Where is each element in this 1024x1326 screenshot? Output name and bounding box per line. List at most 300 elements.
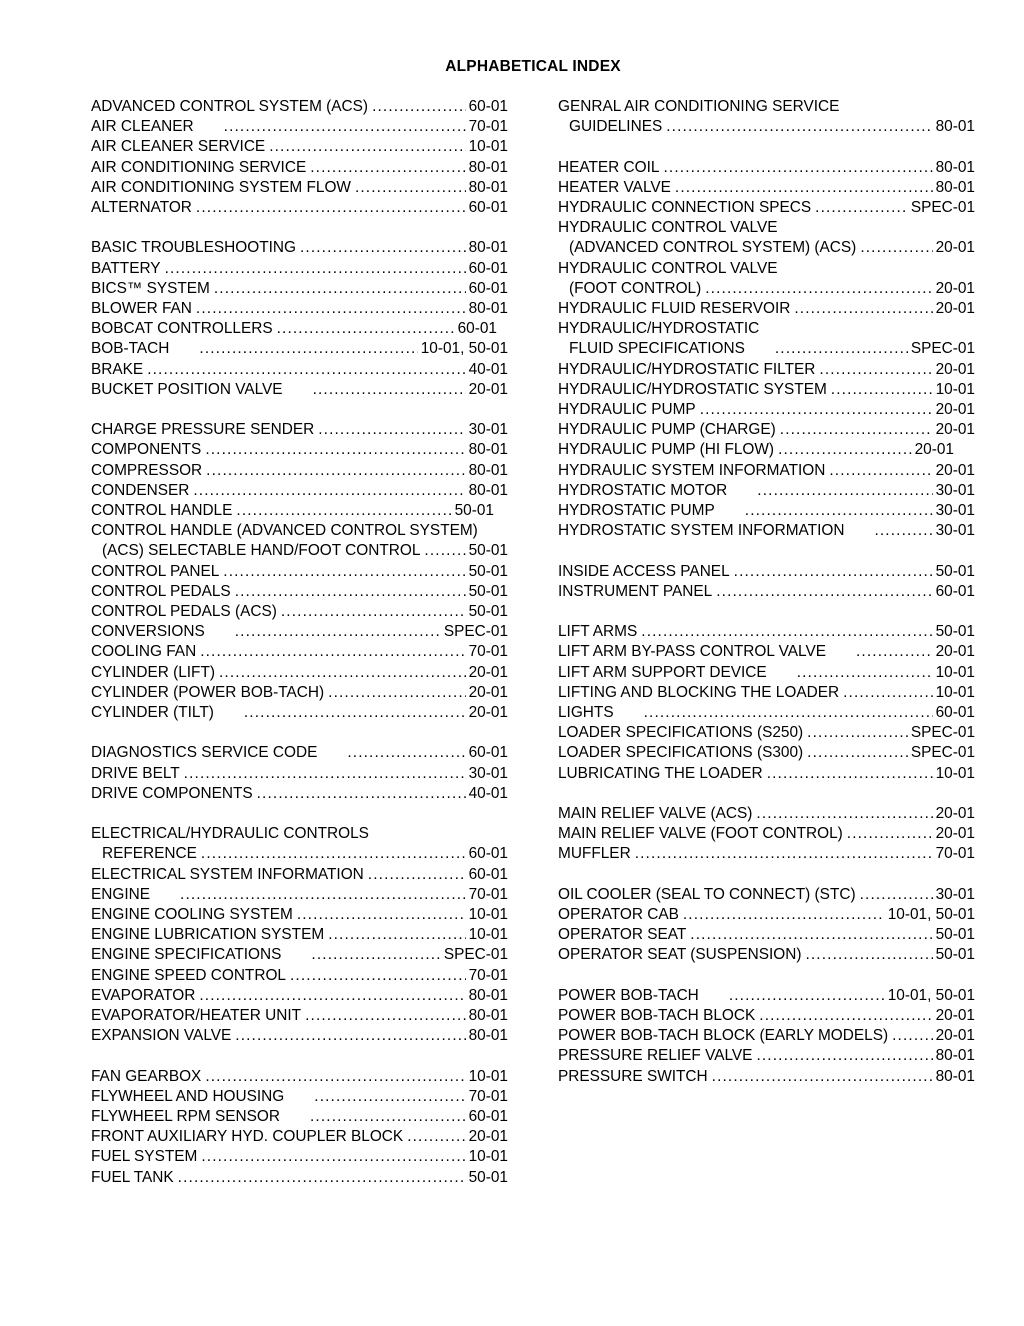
- entry-page-number: 20-01: [935, 643, 975, 661]
- entry-dot-leader: [372, 97, 466, 117]
- entry-dot-leader: [759, 1006, 932, 1026]
- entry-dot-leader: [184, 764, 466, 784]
- entry-dot-leader: [313, 380, 466, 400]
- entry-dot-leader: [328, 925, 465, 945]
- entry-dot-leader: [666, 117, 932, 137]
- entry-dot-leader: [424, 541, 465, 561]
- index-entry: [91, 380, 508, 400]
- index-entry: [91, 279, 508, 299]
- index-entry: [91, 1127, 508, 1147]
- entry-dot-leader: [675, 178, 933, 198]
- entry-label: FLYWHEEL RPM SENSOR: [91, 1108, 280, 1126]
- index-group: [91, 1067, 508, 1188]
- index-entry: [91, 1067, 508, 1087]
- entry-page-number: 80-01: [935, 1047, 975, 1065]
- entry-label: LOADER SPECIFICATIONS (S300): [558, 744, 804, 762]
- entry-dot-leader: [347, 743, 465, 763]
- entry-dot-leader: [318, 420, 465, 440]
- index-entry: [91, 986, 508, 1006]
- entry-page-number: 20-01: [935, 1027, 975, 1045]
- entry-page-number: 60-01: [935, 582, 975, 600]
- index-entry: [91, 1168, 508, 1188]
- entry-label: ENGINE LUBRICATION SYSTEM: [91, 926, 325, 944]
- entry-dot-leader: [819, 360, 932, 380]
- entry-dot-leader: [874, 521, 932, 541]
- entry-dot-leader: [807, 743, 908, 763]
- entry-label: BRAKE: [91, 360, 144, 378]
- entry-label: CYLINDER (POWER BOB-TACH): [91, 683, 325, 701]
- index-entry: [558, 158, 975, 178]
- index-entry: [558, 299, 975, 319]
- index-group: [91, 238, 508, 400]
- entry-label: INSTRUMENT PANEL: [558, 582, 713, 600]
- index-entry: [91, 703, 508, 723]
- index-entry: [91, 360, 508, 380]
- entry-label: BUCKET POSITION VALVE: [91, 380, 283, 398]
- index-entry: [91, 299, 508, 319]
- entry-dot-leader: [860, 885, 933, 905]
- entry-label: LIGHTS: [558, 704, 614, 722]
- index-entry: [558, 562, 975, 582]
- entry-dot-leader: [257, 784, 466, 804]
- entry-page-number: 20-01: [935, 461, 975, 479]
- entry-dot-leader: [815, 198, 908, 218]
- entry-label: OPERATOR CAB: [558, 906, 679, 924]
- entry-page-number: SPEC-01: [910, 724, 975, 742]
- index-entry: [91, 319, 508, 339]
- index-entry: [558, 339, 975, 359]
- index-entry: [91, 178, 508, 198]
- entry-page-number: 80-01: [468, 1007, 508, 1025]
- index-entry: [91, 521, 508, 541]
- entry-page-number: 50-01: [935, 946, 975, 964]
- entry-dot-leader: [205, 440, 465, 460]
- entry-label: ENGINE COOLING SYSTEM: [91, 906, 293, 924]
- index-entry: [91, 461, 508, 481]
- entry-page-number: 60-01: [457, 320, 497, 338]
- entry-label: LIFT ARMS: [558, 623, 638, 641]
- entry-page-number: 70-01: [468, 885, 508, 903]
- index-entry: [558, 945, 975, 965]
- entry-dot-leader: [355, 178, 466, 198]
- entry-label: (FOOT CONTROL): [569, 279, 702, 297]
- entry-label: HYDRAULIC/HYDROSTATIC SYSTEM: [558, 380, 827, 398]
- entry-label: AIR CLEANER: [91, 118, 194, 136]
- index-entry: [558, 198, 975, 218]
- entry-dot-leader: [214, 279, 466, 299]
- index-entry: [91, 1026, 508, 1046]
- index-group: [91, 824, 508, 1046]
- entry-label: LIFT ARM BY-PASS CONTROL VALVE: [558, 643, 826, 661]
- entry-page-number: 80-01: [468, 300, 508, 318]
- index-entry: [91, 562, 508, 582]
- entry-dot-leader: [368, 865, 466, 885]
- entry-label: (ACS) SELECTABLE HAND/FOOT CONTROL: [102, 542, 421, 560]
- index-entry: [91, 1107, 508, 1127]
- entry-page-number: 30-01: [935, 885, 975, 903]
- entry-label: ADVANCED CONTROL SYSTEM (ACS): [91, 98, 369, 115]
- entry-label: FLYWHEEL AND HOUSING: [91, 1087, 285, 1105]
- entry-dot-leader: [200, 642, 465, 662]
- entry-page-number: 80-01: [468, 178, 508, 196]
- index-entry: [558, 723, 975, 743]
- entry-dot-leader: [663, 158, 932, 178]
- entry-label: MAIN RELIEF VALVE (ACS): [558, 805, 753, 823]
- entry-page-number: 10-01: [468, 1148, 508, 1166]
- entry-page-number: 50-01: [935, 926, 975, 944]
- index-entry: [558, 986, 975, 1006]
- entry-page-number: 60-01: [468, 259, 508, 277]
- entry-page-number: 80-01: [935, 118, 975, 136]
- entry-dot-leader: [311, 945, 440, 965]
- index-entry: [91, 339, 508, 359]
- page-title: ALPHABETICAL INDEX: [445, 58, 621, 75]
- entry-dot-leader: [236, 501, 451, 521]
- entry-label: COMPRESSOR: [91, 461, 203, 479]
- index-entry: [558, 501, 975, 521]
- index-entry: [558, 279, 975, 299]
- entry-dot-leader: [199, 339, 417, 359]
- entry-dot-leader: [219, 663, 466, 683]
- entry-label: HYDRAULIC CONNECTION SPECS: [558, 199, 812, 216]
- index-entry: [558, 521, 975, 541]
- entry-page-number: 20-01: [914, 441, 954, 459]
- entry-dot-leader: [407, 1127, 465, 1147]
- entry-label: ENGINE: [91, 885, 151, 903]
- entry-dot-leader: [716, 582, 932, 602]
- entry-label: POWER BOB-TACH BLOCK (EARLY MODELS): [558, 1027, 889, 1045]
- entry-dot-leader: [223, 562, 465, 582]
- entry-page-number: 50-01: [935, 562, 975, 580]
- index-group: [91, 97, 508, 218]
- entry-dot-leader: [807, 723, 908, 743]
- index-entry: [91, 158, 508, 178]
- entry-label: CHARGE PRESSURE SENDER: [91, 421, 315, 439]
- entry-page-number: 80-01: [468, 461, 508, 479]
- entry-page-number: 70-01: [468, 643, 508, 661]
- index-group: [558, 622, 975, 784]
- index-entry: [558, 844, 975, 864]
- index-entry: [558, 420, 975, 440]
- index-entry: [558, 683, 975, 703]
- entry-dot-leader: [860, 238, 932, 258]
- entry-label: COOLING FAN: [91, 643, 197, 661]
- entry-label: LOADER SPECIFICATIONS (S250): [558, 724, 804, 742]
- entry-label: CONTROL PEDALS (ACS): [91, 603, 277, 621]
- entry-label: BASIC TROUBLESHOOTING: [91, 239, 296, 257]
- entry-page-number: 80-01: [468, 1027, 508, 1045]
- index-group: [91, 743, 508, 804]
- entry-label: MAIN RELIEF VALVE (FOOT CONTROL): [558, 825, 843, 843]
- entry-dot-leader: [729, 986, 885, 1006]
- index-entry: [91, 824, 508, 844]
- entry-dot-leader: [700, 400, 933, 420]
- entry-page-number: 10-01: [468, 1067, 508, 1085]
- entry-dot-leader: [165, 259, 466, 279]
- entry-dot-leader: [281, 602, 466, 622]
- entry-dot-leader: [856, 642, 933, 662]
- entry-dot-leader: [775, 339, 908, 359]
- entry-dot-leader: [305, 1006, 466, 1026]
- index-entry: [558, 642, 975, 662]
- index-entry: [558, 440, 975, 460]
- entry-dot-leader: [734, 562, 933, 582]
- entry-page-number: 70-01: [468, 118, 508, 136]
- index-entry: [558, 178, 975, 198]
- entry-label: HEATER COIL: [558, 158, 660, 176]
- index-entry: [558, 97, 975, 117]
- entry-label: BLOWER FAN: [91, 300, 192, 318]
- entry-page-number: 20-01: [935, 239, 975, 257]
- entry-label: HYDRAULIC/HYDROSTATIC: [558, 320, 760, 338]
- page-content: [91, 59, 975, 1188]
- entry-label: FUEL TANK: [91, 1168, 174, 1186]
- index-group: [558, 885, 975, 966]
- entry-page-number: 20-01: [935, 360, 975, 378]
- entry-label: (ADVANCED CONTROL SYSTEM) (ACS): [569, 239, 857, 257]
- index-columns: [91, 97, 975, 1188]
- entry-page-number: 10-01: [468, 906, 508, 924]
- entry-page-number: 30-01: [468, 421, 508, 439]
- index-entry: [91, 582, 508, 602]
- entry-page-number: SPEC-01: [910, 340, 975, 358]
- entry-page-number: 80-01: [468, 986, 508, 1004]
- entry-page-number: 20-01: [468, 380, 508, 398]
- entry-page-number: 20-01: [935, 401, 975, 419]
- entry-dot-leader: [269, 137, 465, 157]
- entry-page-number: SPEC-01: [443, 946, 508, 964]
- entry-page-number: 10-01: [468, 926, 508, 944]
- index-entry: [91, 97, 508, 117]
- entry-label: PRESSURE RELIEF VALVE: [558, 1047, 753, 1065]
- index-entry: [91, 117, 508, 137]
- entry-dot-leader: [794, 299, 932, 319]
- entry-page-number: 10-01, 50-01: [887, 906, 975, 924]
- entry-page-number: 20-01: [468, 663, 508, 681]
- index-entry: [558, 582, 975, 602]
- entry-label: CONTROL PANEL: [91, 562, 220, 580]
- entry-label: BOBCAT CONTROLLERS: [91, 320, 273, 338]
- entry-dot-leader: [199, 986, 465, 1006]
- entry-label: HYDRAULIC PUMP (HI FLOW): [558, 441, 775, 459]
- index-entry: [558, 1067, 975, 1087]
- entry-label: GUIDELINES: [569, 118, 663, 136]
- entry-label: HYDRAULIC CONTROL VALVE: [558, 259, 778, 277]
- index-entry: [558, 400, 975, 420]
- index-entry: [558, 885, 975, 905]
- entry-dot-leader: [641, 622, 932, 642]
- entry-label: FRONT AUXILIARY HYD. COUPLER BLOCK: [91, 1128, 404, 1146]
- entry-label: LIFT ARM SUPPORT DEVICE: [558, 663, 767, 681]
- index-entry: [558, 259, 975, 279]
- entry-page-number: 20-01: [935, 421, 975, 439]
- entry-page-number: 30-01: [935, 481, 975, 499]
- entry-label: REFERENCE: [102, 845, 197, 863]
- entry-page-number: 30-01: [468, 764, 508, 782]
- entry-dot-leader: [235, 582, 466, 602]
- entry-page-number: 20-01: [935, 300, 975, 318]
- entry-page-number: 20-01: [935, 1007, 975, 1025]
- entry-dot-leader: [805, 945, 932, 965]
- index-entry: [558, 319, 975, 339]
- index-entry: [558, 238, 975, 258]
- entry-page-number: 60-01: [468, 865, 508, 883]
- entry-label: AIR CONDITIONING SERVICE: [91, 158, 307, 176]
- index-entry: [558, 663, 975, 683]
- entry-label: HYDRAULIC PUMP (CHARGE): [558, 421, 776, 439]
- entry-label: HYDRAULIC PUMP: [558, 401, 696, 419]
- entry-dot-leader: [244, 703, 466, 723]
- index-entry: [91, 198, 508, 218]
- entry-page-number: 80-01: [468, 441, 508, 459]
- entry-dot-leader: [205, 1067, 465, 1087]
- entry-label: LUBRICATING THE LOADER: [558, 764, 763, 782]
- entry-page-number: 20-01: [468, 704, 508, 722]
- entry-label: LIFTING AND BLOCKING THE LOADER: [558, 683, 840, 701]
- entry-page-number: 60-01: [468, 1108, 508, 1126]
- entry-dot-leader: [756, 1046, 932, 1066]
- index-entry: [91, 743, 508, 763]
- entry-label: DIAGNOSTICS SERVICE CODE: [91, 744, 318, 762]
- entry-label: POWER BOB-TACH: [558, 986, 699, 1004]
- index-entry: [91, 844, 508, 864]
- index-entry: [91, 642, 508, 662]
- index-group: [558, 97, 975, 137]
- index-entry: [558, 360, 975, 380]
- entry-dot-leader: [644, 703, 933, 723]
- entry-page-number: 40-01: [468, 360, 508, 378]
- entry-dot-leader: [829, 461, 932, 481]
- entry-page-number: 50-01: [468, 562, 508, 580]
- entry-page-number: 50-01: [468, 1168, 508, 1186]
- entry-page-number: 60-01: [468, 744, 508, 762]
- entry-page-number: 10-01: [935, 380, 975, 398]
- index-entry: [91, 602, 508, 622]
- index-group: [558, 562, 975, 602]
- index-entry: [91, 238, 508, 258]
- entry-dot-leader: [147, 360, 465, 380]
- entry-page-number: 80-01: [935, 178, 975, 196]
- entry-page-number: 10-01: [468, 138, 508, 156]
- entry-dot-leader: [635, 844, 933, 864]
- index-group: [558, 986, 975, 1087]
- entry-page-number: 20-01: [935, 805, 975, 823]
- entry-label: EXPANSION VALVE: [91, 1027, 232, 1045]
- entry-label: INSIDE ACCESS PANEL: [558, 562, 730, 580]
- entry-dot-leader: [756, 804, 932, 824]
- entry-label: AIR CONDITIONING SYSTEM FLOW: [91, 178, 351, 196]
- index-entry: [91, 481, 508, 501]
- entry-label: HYDRAULIC FLUID RESERVOIR: [558, 300, 791, 318]
- entry-label: HYDRAULIC/HYDROSTATIC FILTER: [558, 360, 816, 378]
- entry-dot-leader: [235, 1026, 465, 1046]
- entry-page-number: SPEC-01: [910, 744, 975, 762]
- entry-dot-leader: [224, 117, 466, 137]
- index-entry: [558, 804, 975, 824]
- entry-page-number: 20-01: [935, 825, 975, 843]
- index-group: [558, 158, 975, 542]
- entry-label: ENGINE SPEED CONTROL: [91, 966, 286, 984]
- entry-dot-leader: [690, 925, 932, 945]
- entry-label: POWER BOB-TACH BLOCK: [558, 1007, 756, 1025]
- entry-dot-leader: [892, 1026, 933, 1046]
- entry-dot-leader: [178, 1168, 466, 1188]
- index-entry: [91, 137, 508, 157]
- entry-page-number: 80-01: [468, 239, 508, 257]
- entry-dot-leader: [180, 885, 466, 905]
- entry-label: GENRAL AIR CONDITIONING SERVICE: [558, 98, 840, 115]
- index-column-left: [91, 97, 508, 1188]
- entry-dot-leader: [683, 905, 885, 925]
- entry-label: HYDROSTATIC SYSTEM INFORMATION: [558, 522, 845, 540]
- index-entry: [91, 683, 508, 703]
- entry-dot-leader: [745, 501, 933, 521]
- index-entry: [91, 440, 508, 460]
- entry-page-number: SPEC-01: [443, 623, 508, 641]
- entry-label: ENGINE SPECIFICATIONS: [91, 946, 282, 964]
- index-entry: [558, 764, 975, 784]
- entry-label: PRESSURE SWITCH: [558, 1067, 708, 1085]
- index-entry: [91, 622, 508, 642]
- index-entry: [558, 218, 975, 238]
- entry-label: BOB-TACH: [91, 340, 170, 358]
- entry-label: BATTERY: [91, 259, 161, 277]
- entry-label: OPERATOR SEAT (SUSPENSION): [558, 946, 802, 964]
- entry-dot-leader: [797, 663, 933, 683]
- entry-dot-leader: [310, 1107, 466, 1127]
- entry-page-number: 60-01: [468, 279, 508, 297]
- entry-label: CONTROL HANDLE: [91, 502, 233, 520]
- entry-label: CONDENSER: [91, 481, 190, 499]
- entry-label: CONTROL HANDLE (ADVANCED CONTROL SYSTEM): [91, 522, 478, 540]
- index-entry: [91, 420, 508, 440]
- entry-page-number: 50-01: [468, 603, 508, 621]
- index-entry: [91, 764, 508, 784]
- entry-label: DRIVE COMPONENTS: [91, 784, 253, 802]
- entry-dot-leader: [196, 299, 466, 319]
- entry-label: FAN GEARBOX: [91, 1067, 202, 1085]
- entry-label: FLUID SPECIFICATIONS: [569, 340, 745, 358]
- index-entry: [558, 824, 975, 844]
- entry-page-number: 40-01: [468, 784, 508, 802]
- entry-dot-leader: [780, 420, 933, 440]
- index-entry: [91, 1087, 508, 1107]
- index-entry: [91, 663, 508, 683]
- entry-dot-leader: [310, 158, 465, 178]
- index-column-right: [558, 97, 975, 1188]
- entry-page-number: 60-01: [468, 199, 508, 217]
- entry-page-number: 10-01, 50-01: [887, 986, 975, 1004]
- entry-page-number: 10-01: [935, 663, 975, 681]
- entry-label: HEATER VALVE: [558, 178, 671, 196]
- entry-label: CYLINDER (LIFT): [91, 663, 215, 681]
- index-entry: [558, 117, 975, 137]
- entry-label: HYDRAULIC SYSTEM INFORMATION: [558, 461, 826, 479]
- index-entry: [558, 1046, 975, 1066]
- entry-label: HYDROSTATIC PUMP: [558, 502, 715, 520]
- index-entry: [91, 885, 508, 905]
- entry-page-number: 10-01: [935, 683, 975, 701]
- index-entry: [558, 925, 975, 945]
- entry-page-number: 50-01: [935, 623, 975, 641]
- index-entry: [91, 784, 508, 804]
- entry-dot-leader: [201, 1147, 465, 1167]
- entry-label: MUFFLER: [558, 845, 631, 863]
- entry-page-number: 50-01: [468, 582, 508, 600]
- entry-dot-leader: [193, 481, 465, 501]
- index-entry: [558, 905, 975, 925]
- entry-dot-leader: [196, 198, 466, 218]
